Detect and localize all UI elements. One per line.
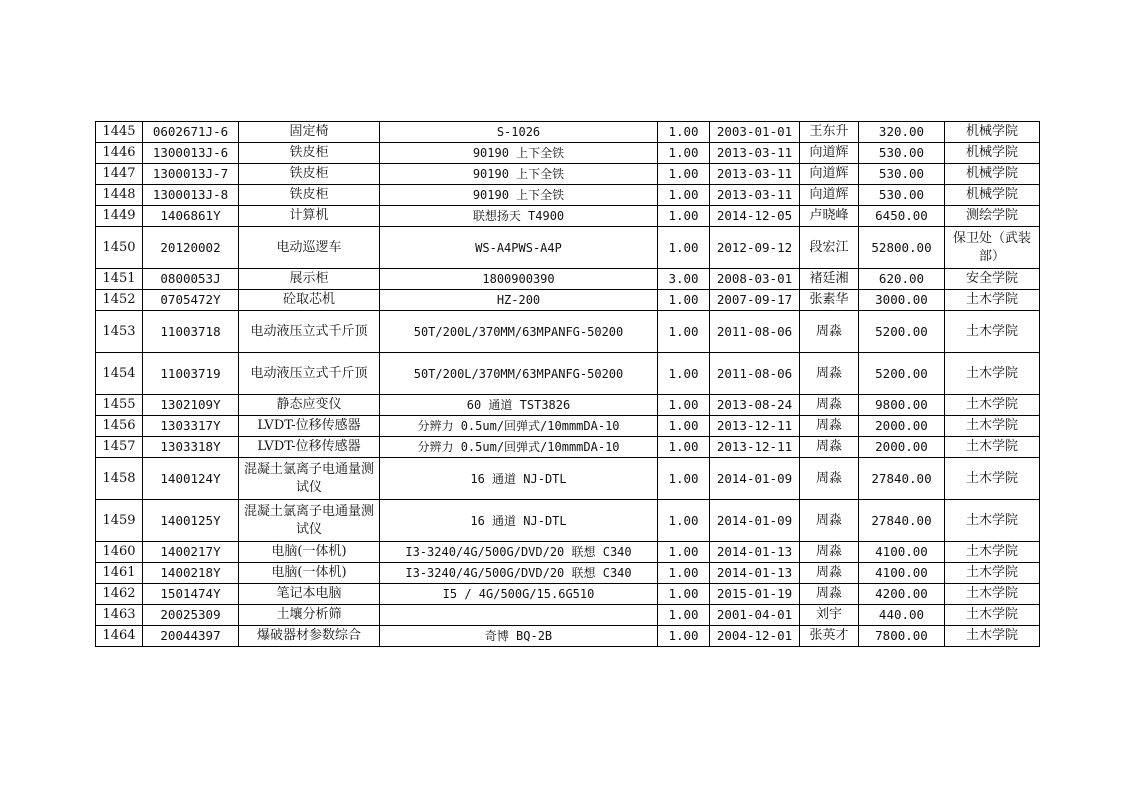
custodian-cell: 周淼 bbox=[800, 395, 859, 416]
row-number-cell: 1446 bbox=[96, 143, 143, 164]
department-cell: 土木学院 bbox=[945, 353, 1040, 395]
quantity-cell: 1.00 bbox=[658, 500, 710, 542]
asset-code-cell: 20025309 bbox=[143, 605, 239, 626]
asset-name-cell: 电动巡逻车 bbox=[239, 227, 380, 269]
asset-code-cell: 1400218Y bbox=[143, 563, 239, 584]
department-cell: 土木学院 bbox=[945, 290, 1040, 311]
asset-code-cell: 11003719 bbox=[143, 353, 239, 395]
unit-price-cell: 27840.00 bbox=[859, 500, 945, 542]
asset-name-cell: 展示柜 bbox=[239, 269, 380, 290]
asset-name-cell: 静态应变仪 bbox=[239, 395, 380, 416]
spec-model-cell: 50T/200L/370MM/63MPANFG-50200 bbox=[380, 353, 658, 395]
unit-price-cell: 5200.00 bbox=[859, 311, 945, 353]
department-cell: 土木学院 bbox=[945, 542, 1040, 563]
spec-model-cell: 分辨力 0.5um/回弹式/10mmmDA-10 bbox=[380, 416, 658, 437]
row-number-cell: 1457 bbox=[96, 437, 143, 458]
table-row bbox=[96, 143, 1040, 164]
quantity-cell: 1.00 bbox=[658, 563, 710, 584]
spec-model-cell: 分辨力 0.5um/回弹式/10mmmDA-10 bbox=[380, 437, 658, 458]
purchase-date-cell: 2013-03-11 bbox=[710, 164, 800, 185]
table-row bbox=[96, 416, 1040, 437]
quantity-cell: 1.00 bbox=[658, 164, 710, 185]
purchase-date-cell: 2014-01-13 bbox=[710, 563, 800, 584]
department-cell: 土木学院 bbox=[945, 584, 1040, 605]
asset-table bbox=[95, 121, 1040, 647]
quantity-cell: 1.00 bbox=[658, 122, 710, 143]
spec-model-cell: 16 通道 NJ-DTL bbox=[380, 500, 658, 542]
quantity-cell: 1.00 bbox=[658, 185, 710, 206]
row-number-cell: 1464 bbox=[96, 626, 143, 647]
purchase-date-cell: 2013-12-11 bbox=[710, 416, 800, 437]
quantity-cell: 1.00 bbox=[658, 290, 710, 311]
row-number-cell: 1450 bbox=[96, 227, 143, 269]
table-row bbox=[96, 605, 1040, 626]
asset-code-cell: 0705472Y bbox=[143, 290, 239, 311]
table-row bbox=[96, 227, 1040, 269]
department-cell: 土木学院 bbox=[945, 563, 1040, 584]
table-row bbox=[96, 437, 1040, 458]
purchase-date-cell: 2013-08-24 bbox=[710, 395, 800, 416]
purchase-date-cell: 2011-08-06 bbox=[710, 311, 800, 353]
department-cell: 土木学院 bbox=[945, 500, 1040, 542]
row-number-cell: 1462 bbox=[96, 584, 143, 605]
row-number-cell: 1456 bbox=[96, 416, 143, 437]
asset-name-cell: 电动液压立式千斤顶 bbox=[239, 311, 380, 353]
quantity-cell: 1.00 bbox=[658, 584, 710, 605]
department-cell: 机械学院 bbox=[945, 185, 1040, 206]
custodian-cell: 刘宇 bbox=[800, 605, 859, 626]
custodian-cell: 褚廷湘 bbox=[800, 269, 859, 290]
row-number-cell: 1447 bbox=[96, 164, 143, 185]
quantity-cell: 1.00 bbox=[658, 353, 710, 395]
spec-model-cell: HZ-200 bbox=[380, 290, 658, 311]
asset-code-cell: 20120002 bbox=[143, 227, 239, 269]
department-cell: 土木学院 bbox=[945, 626, 1040, 647]
asset-name-cell: 计算机 bbox=[239, 206, 380, 227]
row-number-cell: 1463 bbox=[96, 605, 143, 626]
asset-name-cell: 爆破器材参数综合 bbox=[239, 626, 380, 647]
asset-name-cell: 土壤分析筛 bbox=[239, 605, 380, 626]
asset-code-cell: 1300013J-6 bbox=[143, 143, 239, 164]
department-cell: 土木学院 bbox=[945, 395, 1040, 416]
unit-price-cell: 530.00 bbox=[859, 185, 945, 206]
asset-code-cell: 1400125Y bbox=[143, 500, 239, 542]
unit-price-cell: 4100.00 bbox=[859, 542, 945, 563]
unit-price-cell: 4100.00 bbox=[859, 563, 945, 584]
department-cell: 土木学院 bbox=[945, 311, 1040, 353]
row-number-cell: 1460 bbox=[96, 542, 143, 563]
asset-code-cell: 1302109Y bbox=[143, 395, 239, 416]
asset-code-cell: 1300013J-7 bbox=[143, 164, 239, 185]
row-number-cell: 1454 bbox=[96, 353, 143, 395]
purchase-date-cell: 2014-01-09 bbox=[710, 500, 800, 542]
spec-model-cell bbox=[380, 605, 658, 626]
unit-price-cell: 52800.00 bbox=[859, 227, 945, 269]
custodian-cell: 周淼 bbox=[800, 458, 859, 500]
asset-code-cell: 1303317Y bbox=[143, 416, 239, 437]
spec-model-cell: 联想扬天 T4900 bbox=[380, 206, 658, 227]
quantity-cell: 1.00 bbox=[658, 395, 710, 416]
table-row bbox=[96, 164, 1040, 185]
quantity-cell: 1.00 bbox=[658, 416, 710, 437]
spec-model-cell: 50T/200L/370MM/63MPANFG-50200 bbox=[380, 311, 658, 353]
purchase-date-cell: 2011-08-06 bbox=[710, 353, 800, 395]
custodian-cell: 周淼 bbox=[800, 542, 859, 563]
table-row bbox=[96, 185, 1040, 206]
asset-name-cell: 笔记本电脑 bbox=[239, 584, 380, 605]
department-cell: 土木学院 bbox=[945, 605, 1040, 626]
custodian-cell: 王东升 bbox=[800, 122, 859, 143]
purchase-date-cell: 2013-03-11 bbox=[710, 143, 800, 164]
unit-price-cell: 620.00 bbox=[859, 269, 945, 290]
department-cell: 土木学院 bbox=[945, 458, 1040, 500]
row-number-cell: 1445 bbox=[96, 122, 143, 143]
unit-price-cell: 7800.00 bbox=[859, 626, 945, 647]
purchase-date-cell: 2001-04-01 bbox=[710, 605, 800, 626]
purchase-date-cell: 2014-01-09 bbox=[710, 458, 800, 500]
unit-price-cell: 6450.00 bbox=[859, 206, 945, 227]
table-row bbox=[96, 395, 1040, 416]
asset-code-cell: 20044397 bbox=[143, 626, 239, 647]
custodian-cell: 卢晓峰 bbox=[800, 206, 859, 227]
asset-name-cell: 固定椅 bbox=[239, 122, 380, 143]
row-number-cell: 1461 bbox=[96, 563, 143, 584]
unit-price-cell: 2000.00 bbox=[859, 416, 945, 437]
purchase-date-cell: 2013-03-11 bbox=[710, 185, 800, 206]
spec-model-cell: S-1026 bbox=[380, 122, 658, 143]
department-cell: 土木学院 bbox=[945, 416, 1040, 437]
quantity-cell: 1.00 bbox=[658, 206, 710, 227]
custodian-cell: 周淼 bbox=[800, 500, 859, 542]
asset-name-cell: 铁皮柜 bbox=[239, 143, 380, 164]
purchase-date-cell: 2014-12-05 bbox=[710, 206, 800, 227]
row-number-cell: 1448 bbox=[96, 185, 143, 206]
spec-model-cell: 90190 上下全铁 bbox=[380, 185, 658, 206]
asset-code-cell: 1303318Y bbox=[143, 437, 239, 458]
department-cell: 安全学院 bbox=[945, 269, 1040, 290]
custodian-cell: 张英才 bbox=[800, 626, 859, 647]
unit-price-cell: 3000.00 bbox=[859, 290, 945, 311]
asset-name-cell: 电动液压立式千斤顶 bbox=[239, 353, 380, 395]
asset-name-cell: 砼取芯机 bbox=[239, 290, 380, 311]
asset-name-cell: 电脑(一体机) bbox=[239, 542, 380, 563]
table-row bbox=[96, 290, 1040, 311]
custodian-cell: 周淼 bbox=[800, 311, 859, 353]
spec-model-cell: 16 通道 NJ-DTL bbox=[380, 458, 658, 500]
unit-price-cell: 530.00 bbox=[859, 164, 945, 185]
department-cell: 机械学院 bbox=[945, 122, 1040, 143]
purchase-date-cell: 2015-01-19 bbox=[710, 584, 800, 605]
unit-price-cell: 9800.00 bbox=[859, 395, 945, 416]
purchase-date-cell: 2007-09-17 bbox=[710, 290, 800, 311]
table-row bbox=[96, 584, 1040, 605]
asset-code-cell: 1501474Y bbox=[143, 584, 239, 605]
asset-name-cell: LVDT-位移传感器 bbox=[239, 416, 380, 437]
spec-model-cell: 90190 上下全铁 bbox=[380, 143, 658, 164]
unit-price-cell: 5200.00 bbox=[859, 353, 945, 395]
table-row bbox=[96, 311, 1040, 353]
asset-name-cell: 电脑(一体机) bbox=[239, 563, 380, 584]
quantity-cell: 1.00 bbox=[658, 542, 710, 563]
unit-price-cell: 320.00 bbox=[859, 122, 945, 143]
quantity-cell: 1.00 bbox=[658, 311, 710, 353]
asset-code-cell: 1406861Y bbox=[143, 206, 239, 227]
asset-name-cell: 铁皮柜 bbox=[239, 185, 380, 206]
quantity-cell: 1.00 bbox=[658, 605, 710, 626]
department-cell: 机械学院 bbox=[945, 143, 1040, 164]
department-cell: 土木学院 bbox=[945, 437, 1040, 458]
unit-price-cell: 2000.00 bbox=[859, 437, 945, 458]
custodian-cell: 张素华 bbox=[800, 290, 859, 311]
table-row bbox=[96, 206, 1040, 227]
purchase-date-cell: 2013-12-11 bbox=[710, 437, 800, 458]
spec-model-cell: I5 / 4G/500G/15.6G510 bbox=[380, 584, 658, 605]
purchase-date-cell: 2014-01-13 bbox=[710, 542, 800, 563]
row-number-cell: 1452 bbox=[96, 290, 143, 311]
department-cell: 保卫处（武装部） bbox=[945, 227, 1040, 269]
quantity-cell: 1.00 bbox=[658, 626, 710, 647]
custodian-cell: 周淼 bbox=[800, 416, 859, 437]
row-number-cell: 1459 bbox=[96, 500, 143, 542]
table-row bbox=[96, 353, 1040, 395]
unit-price-cell: 27840.00 bbox=[859, 458, 945, 500]
table-row bbox=[96, 500, 1040, 542]
asset-code-cell: 1400217Y bbox=[143, 542, 239, 563]
asset-name-cell: LVDT-位移传感器 bbox=[239, 437, 380, 458]
unit-price-cell: 440.00 bbox=[859, 605, 945, 626]
table-row bbox=[96, 563, 1040, 584]
asset-code-cell: 1300013J-8 bbox=[143, 185, 239, 206]
purchase-date-cell: 2003-01-01 bbox=[710, 122, 800, 143]
spec-model-cell: WS-A4PWS-A4P bbox=[380, 227, 658, 269]
purchase-date-cell: 2004-12-01 bbox=[710, 626, 800, 647]
purchase-date-cell: 2008-03-01 bbox=[710, 269, 800, 290]
quantity-cell: 1.00 bbox=[658, 143, 710, 164]
table-row bbox=[96, 122, 1040, 143]
unit-price-cell: 530.00 bbox=[859, 143, 945, 164]
asset-name-cell: 混凝土氯离子电通量测试仪 bbox=[239, 458, 380, 500]
quantity-cell: 1.00 bbox=[658, 437, 710, 458]
spec-model-cell: I3-3240/4G/500G/DVD/20 联想 C340 bbox=[380, 563, 658, 584]
quantity-cell: 3.00 bbox=[658, 269, 710, 290]
row-number-cell: 1449 bbox=[96, 206, 143, 227]
custodian-cell: 周淼 bbox=[800, 437, 859, 458]
table-row bbox=[96, 542, 1040, 563]
asset-code-cell: 0800053J bbox=[143, 269, 239, 290]
spec-model-cell: I3-3240/4G/500G/DVD/20 联想 C340 bbox=[380, 542, 658, 563]
custodian-cell: 周淼 bbox=[800, 584, 859, 605]
department-cell: 测绘学院 bbox=[945, 206, 1040, 227]
spec-model-cell: 1800900390 bbox=[380, 269, 658, 290]
spec-model-cell: 60 通道 TST3826 bbox=[380, 395, 658, 416]
asset-code-cell: 1400124Y bbox=[143, 458, 239, 500]
spec-model-cell: 奇博 BQ-2B bbox=[380, 626, 658, 647]
quantity-cell: 1.00 bbox=[658, 227, 710, 269]
asset-name-cell: 铁皮柜 bbox=[239, 164, 380, 185]
table-row bbox=[96, 269, 1040, 290]
row-number-cell: 1451 bbox=[96, 269, 143, 290]
department-cell: 机械学院 bbox=[945, 164, 1040, 185]
row-number-cell: 1455 bbox=[96, 395, 143, 416]
asset-code-cell: 11003718 bbox=[143, 311, 239, 353]
purchase-date-cell: 2012-09-12 bbox=[710, 227, 800, 269]
custodian-cell: 周淼 bbox=[800, 353, 859, 395]
unit-price-cell: 4200.00 bbox=[859, 584, 945, 605]
table-body bbox=[96, 122, 1040, 647]
custodian-cell: 向道辉 bbox=[800, 185, 859, 206]
custodian-cell: 周淼 bbox=[800, 563, 859, 584]
custodian-cell: 段宏江 bbox=[800, 227, 859, 269]
quantity-cell: 1.00 bbox=[658, 458, 710, 500]
asset-name-cell: 混凝土氯离子电通量测试仪 bbox=[239, 500, 380, 542]
spec-model-cell: 90190 上下全铁 bbox=[380, 164, 658, 185]
custodian-cell: 向道辉 bbox=[800, 164, 859, 185]
table-row bbox=[96, 458, 1040, 500]
row-number-cell: 1458 bbox=[96, 458, 143, 500]
row-number-cell: 1453 bbox=[96, 311, 143, 353]
custodian-cell: 向道辉 bbox=[800, 143, 859, 164]
asset-code-cell: 0602671J-6 bbox=[143, 122, 239, 143]
table-row bbox=[96, 626, 1040, 647]
